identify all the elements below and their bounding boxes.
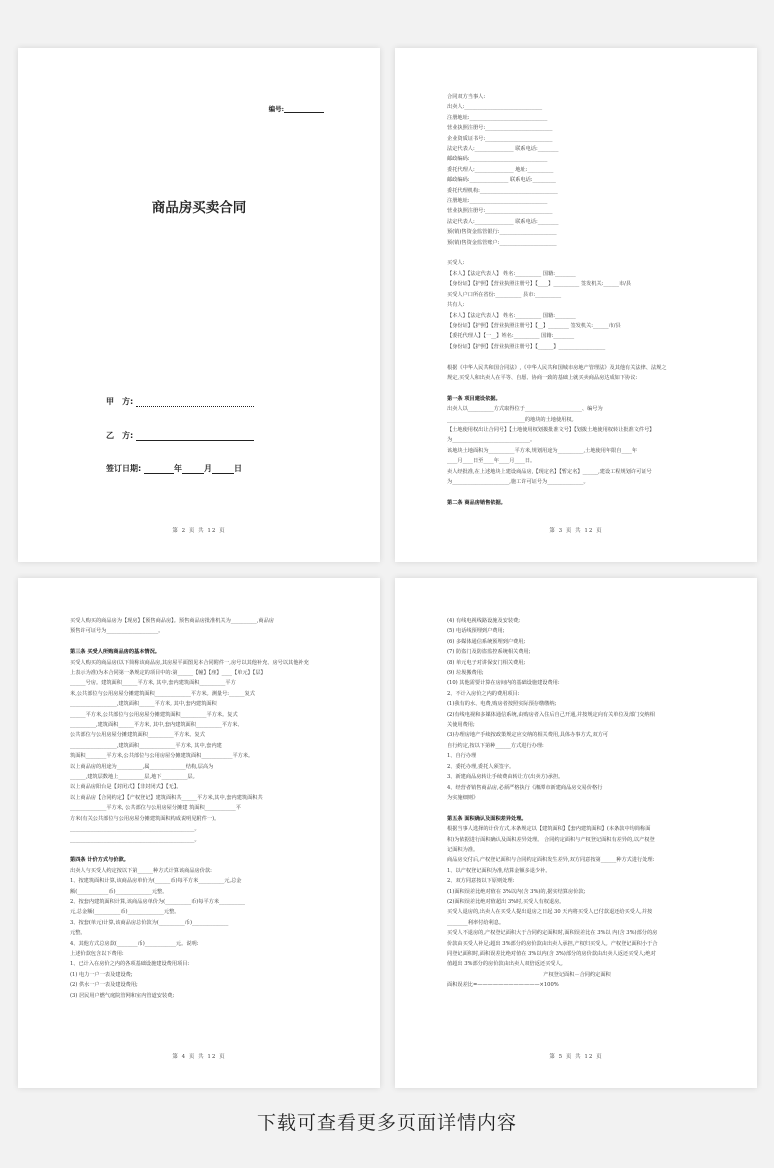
text-line: 委托代理机构:______________________________	[447, 187, 558, 194]
line-gap	[447, 248, 707, 258]
formula-line: 产权登记面积－合同约定面积	[543, 971, 611, 978]
text-line: 同登记面积时,面积误差比绝对值在 3%以内(含 3%)部分的房价款由出卖人返还买受人;绝对	[447, 950, 656, 957]
page-footer: 第 5 页 共 12 页	[549, 1054, 603, 1060]
text-line: ________________________________________________。	[70, 836, 200, 843]
text-line: 买受人不退房的,产权登记面积大于合同约定面积时,面积误差比在 3%以 内(含 3%)部分的房	[447, 930, 658, 937]
text-line: 为实施细则》	[447, 794, 479, 801]
article-heading: 第五条 面积确认及面积差异处理。	[447, 815, 527, 822]
text-line: (10) 其他需要计算在房间内的基础设施建设费用:	[447, 680, 560, 687]
text-line: (2) 供水一户一表及建设费用;	[70, 982, 138, 989]
sign-date	[106, 463, 242, 474]
text-line: 营业执照注册号:__________________________	[447, 208, 553, 215]
party-b	[106, 430, 254, 441]
text-line: 为______________________________。	[447, 437, 536, 444]
page-text	[447, 616, 707, 991]
text-line: 买受人:	[447, 260, 465, 267]
document-title: 商品房买卖合同	[151, 200, 247, 216]
text-line: 企业资质证书号:__________________________	[447, 135, 553, 142]
text-line: ______________平方米, 公共部位与公用房屋分摊建 筑面积____________平	[70, 805, 241, 812]
contract-number-label: 编号:	[268, 105, 284, 113]
text-line: __________________,建筑面积______________平方米, 其中,套内建	[70, 742, 222, 749]
month-label: 月	[204, 464, 212, 473]
text-line: 面积误差比=————————————×100%	[447, 982, 559, 989]
party-a	[106, 396, 254, 407]
text-line: 出卖人:______________________________	[447, 104, 543, 111]
day-label: 日	[234, 464, 242, 473]
text-line: 【身份证】【护照】【营业执照注册号】【____】__________ 签发机关:______市/县	[447, 281, 632, 288]
line-gap	[447, 803, 707, 813]
text-line: (2)有线电视和多媒体通信系统,由购房者入住后自己开通,并按规定向有关单位及部门交纳相	[447, 711, 655, 718]
text-line: __________,建筑面积______平方米, 其中,套内建筑面积__________平方米、	[70, 722, 243, 729]
text-line: 上述价款包含以下费用:	[70, 950, 124, 957]
text-line: 共有人:	[447, 302, 465, 309]
text-line: ______________________________的地块的土地使用权。	[447, 416, 577, 423]
text-line: (5) 电话线预埋到户费用;	[447, 628, 505, 635]
text-line: 关使用费用;	[447, 722, 475, 729]
text-line: 邮政编码:_______________ 联系电话:_________	[447, 177, 556, 184]
page-text	[70, 616, 330, 1001]
text-line: (3)办理房地产手续按政策规定应交纳的相关费用,具体办事方式,双方可	[447, 732, 609, 739]
text-line: 2、委托办理,委托人须签字。	[447, 763, 515, 770]
text-line: 委托代理人:_______________ 地址:__________	[447, 166, 554, 173]
text-line: 1、已计入在房价之内的各项基础设施建设费用项目:	[70, 961, 190, 968]
article-heading: 第一条 项目建设依据。	[447, 395, 501, 402]
page-footer: 第 4 页 共 12 页	[172, 1054, 226, 1060]
text-line: (9) 垃圾搬费用;	[447, 670, 484, 677]
text-line: 以上商品房的用途为__________,属______________结构,层高为	[70, 763, 214, 770]
text-line: 【本人】【法定代表人】 姓名:__________ 国籍:________	[447, 270, 576, 277]
text-line: 自行约定,按以下第种______方式进行办理:	[447, 742, 544, 749]
article-heading: 第三条 买受人所购商品房的基本情况。	[70, 649, 160, 656]
text-line: 出卖人以__________方式取得位于______________________、编号为	[447, 406, 603, 413]
text-line: ______,建筑层数地上__________层,地下__________层。	[70, 774, 198, 781]
text-line: 值超出 3%部分的房价款由出卖人双倍返还买受人。	[447, 961, 566, 968]
text-line: 卖人经批准,在上述地块上建设商品房,【现定名】【暂定名】______,建设工程规划许可证号	[447, 468, 652, 475]
text-line: 1、以产权登记面积为准,结算金额多退少补。	[447, 867, 551, 874]
text-line: (3) 居民用户燃气庭院管网和室内管道安装费;	[70, 992, 175, 999]
text-line: (1)面积误差比绝对值在 3%以内(含 3%)的,据实结算房价款;	[447, 888, 586, 895]
text-line: 筑面积________平方米,公共部位与公用房屋分摊建筑面积____________平方米。	[70, 753, 254, 760]
page-text	[447, 92, 707, 508]
line-gap	[447, 352, 707, 362]
line-gap	[70, 637, 330, 647]
text-line: 商品房交付后,产权登记面积与合同约定面积发生差异,双方同意按第______种方式进行处理:	[447, 857, 655, 864]
document-page-2	[18, 48, 380, 562]
download-caption: 下载可查看更多页面详情内容	[256, 1112, 517, 1134]
text-line: (7) 防盗门及防盗监控系统相关费用;	[447, 649, 531, 656]
text-line: 营业执照注册号:__________________________	[447, 125, 553, 132]
text-line: (1) 电力一户一表及建设费;	[70, 971, 133, 978]
year-label: 年	[174, 464, 182, 473]
text-line: 注册地址:______________________________	[447, 198, 548, 205]
text-line: (6) 多媒体通信系统预埋到户费用;	[447, 638, 526, 645]
page-footer: 第 3 页 共 12 页	[549, 528, 603, 534]
text-line: 买受人购买的商品房为【现房】【预售商品房】。预售商品房批准机关为__________,商品房	[70, 618, 274, 624]
party-a-label: 甲 方:	[106, 397, 134, 406]
text-line: 买受人购买的商品房(以下简称该商品房,其房屋平面图见本合同附件一,房号以其他补充、房号以其他补充	[70, 659, 309, 666]
text-line: 预(销)售资金监管银行:______________________	[447, 229, 557, 236]
text-line: ____月____日至____年____月____日。	[447, 458, 536, 465]
text-line: 出卖人与买受人约定按以下第______种方式计算该商品房价款:	[70, 867, 212, 874]
document-page-4	[18, 578, 380, 1088]
text-line: ________________________________________________。	[70, 826, 200, 833]
text-line: 方米(有关公共部位与公用房屋分摊建筑面积构成说明见附件一)。	[70, 815, 220, 822]
text-line: 公共部位与公用房屋分摊建筑面积__________平方米。复式	[70, 732, 205, 739]
text-line: 4、其他方式总房款(________币)____________元。说明:	[70, 940, 199, 947]
text-line: (4) 有线电视线路设施及安装费;	[447, 618, 520, 624]
text-line: 法定代表人:_______________ 联系电话:________	[447, 218, 559, 225]
text-line: (2)面积误差比绝对值超出 3%时,买受人有权退房。	[447, 898, 565, 905]
text-line: 【土地使用权出让合同号】【土地使用权划拨批准文号】【划拨土地使用权转让批准文件号】	[447, 426, 655, 433]
text-line: 3、按套(单元)计算,该商品房总价款为(__________币)______________	[70, 919, 229, 926]
text-line: (8) 单元电子对讲保安门相关费用;	[447, 659, 526, 666]
text-line: 法定代表人:_______________ 联系电话:________	[447, 146, 559, 153]
text-line: 4、经营者销售商品房,必须严格执行《湘潭市新建商品房交易价格行	[447, 784, 603, 791]
text-line: 2、双方同意按以下原则处理:	[447, 878, 515, 885]
party-b-label: 乙 方:	[106, 431, 134, 440]
text-line: 合同双方当事人:	[447, 94, 486, 100]
line-gap	[447, 487, 707, 497]
text-line: 上表示为准)为本合同第一条规定的项目中的:第______【幢】【座】____【单元】【层】	[70, 670, 266, 677]
text-line: __________________,建筑面积______平方米, 其中,套内建筑面积	[70, 701, 217, 708]
text-line: 3、新建商品房转让手续费由转让方(出卖方)承担。	[447, 774, 564, 781]
document-page-3	[395, 48, 757, 562]
text-line: 买受人退房的,出卖人在买受人提出退房之日起 30 天内将买受人已付款退还给买受人,并按	[447, 909, 653, 916]
text-line: 买受人户口所在省份:__________ 县市:__________	[447, 291, 562, 298]
text-line: 米,公共部位与公用房屋分摊建筑面积______________平方米。测量号:______复式	[70, 690, 255, 697]
line-gap	[70, 845, 330, 855]
page-footer: 第 2 页 共 12 页	[172, 528, 226, 534]
text-line: 该地块土地面积为__________平方米,规划用途为__________,土地使用年限自____年	[447, 447, 638, 454]
text-line: ______平方米,公共部位与公用房屋分摊建筑面积__________平方米。复式	[70, 711, 238, 718]
text-line: 预(销)售资金监管账户:______________________	[447, 239, 557, 246]
text-line: 1、按建筑面积计算,该商品房单价为(______币)每平方米__________元,总金	[70, 878, 242, 885]
text-line: 1、自行办理	[447, 753, 477, 760]
text-line: 积)为依据进行面积确认及面积差异处理。 合同约定面积与产权登记面积有差异的,以产权登	[447, 836, 655, 843]
text-line: 规定,买受人和出卖人在平等、自愿、协商一致的基础上就买卖商品房达成如下协议:	[447, 374, 638, 381]
text-line: 以上商品房阳台是【封闭式】【非封闭式】【无】。	[70, 784, 182, 791]
text-line: ______号房。建筑面积______平方米, 其中,套内建筑面积__________平方	[70, 680, 236, 687]
text-line: 额(____________币)______________元整。	[70, 888, 168, 895]
text-line: 记面积为准。	[447, 846, 479, 853]
text-line: 预售许可证号为____________________。	[70, 628, 164, 635]
text-line: 2、不计入房价之内的费用项目:	[447, 690, 520, 697]
text-line: ________利率付给利息。	[447, 919, 505, 926]
text-line: 2、按套内建筑面积计算,该商品房单价为(__________币)每平方米__________	[70, 898, 245, 905]
document-page-5	[395, 578, 757, 1088]
text-line: 根据当事人选择的计价方式,本条规定以【建筑面积】【套内建筑面积】(本条款中均简称面	[447, 826, 651, 833]
text-line: 根据《中华人民共和国合同法》,《中华人民共和国城市房地产管理法》及其他有关法律、法规之	[447, 364, 667, 371]
text-line: 为______________________,施工许可证号为______________。	[447, 478, 589, 485]
text-line: 以上商品房【合同约定】【产权登记】建筑面积共______平方米,其中,套内建筑面积共	[70, 794, 263, 801]
text-line: 【身份证】【护照】【营业执照注册号】【______】__________________	[447, 343, 606, 350]
text-line: 【委托代理人】【一__】姓名:__________ 国籍:________	[447, 333, 575, 340]
text-line: 【身份证】【护照】【营业执照注册号】【__】________ 签发机关:______市/县	[447, 322, 621, 329]
text-line: 【本人】【法定代表人】 姓名:__________ 国籍:________	[447, 312, 576, 319]
line-gap	[447, 383, 707, 393]
text-line: 价款由买受人补足;超出 3%部分的房价款由出卖人承担,产权归买受人。产权登记面积小于合	[447, 940, 658, 947]
article-heading: 第四条 计价方式与价款。	[70, 857, 129, 864]
text-line: 邮政编码:______________________________	[447, 156, 548, 163]
text-line: 元,总金额(__________币)______________元整。	[70, 909, 180, 916]
text-line: 注册地址:______________________________	[447, 114, 548, 121]
text-line: 元整。	[70, 930, 86, 937]
article-heading: 第二条 商品房销售依据。	[447, 499, 506, 506]
sign-date-label: 签订日期:	[106, 464, 142, 473]
contract-number	[269, 104, 324, 113]
text-line: (1)我有的水、电费,购房者按照实际预存缴缴纳;	[447, 701, 557, 708]
